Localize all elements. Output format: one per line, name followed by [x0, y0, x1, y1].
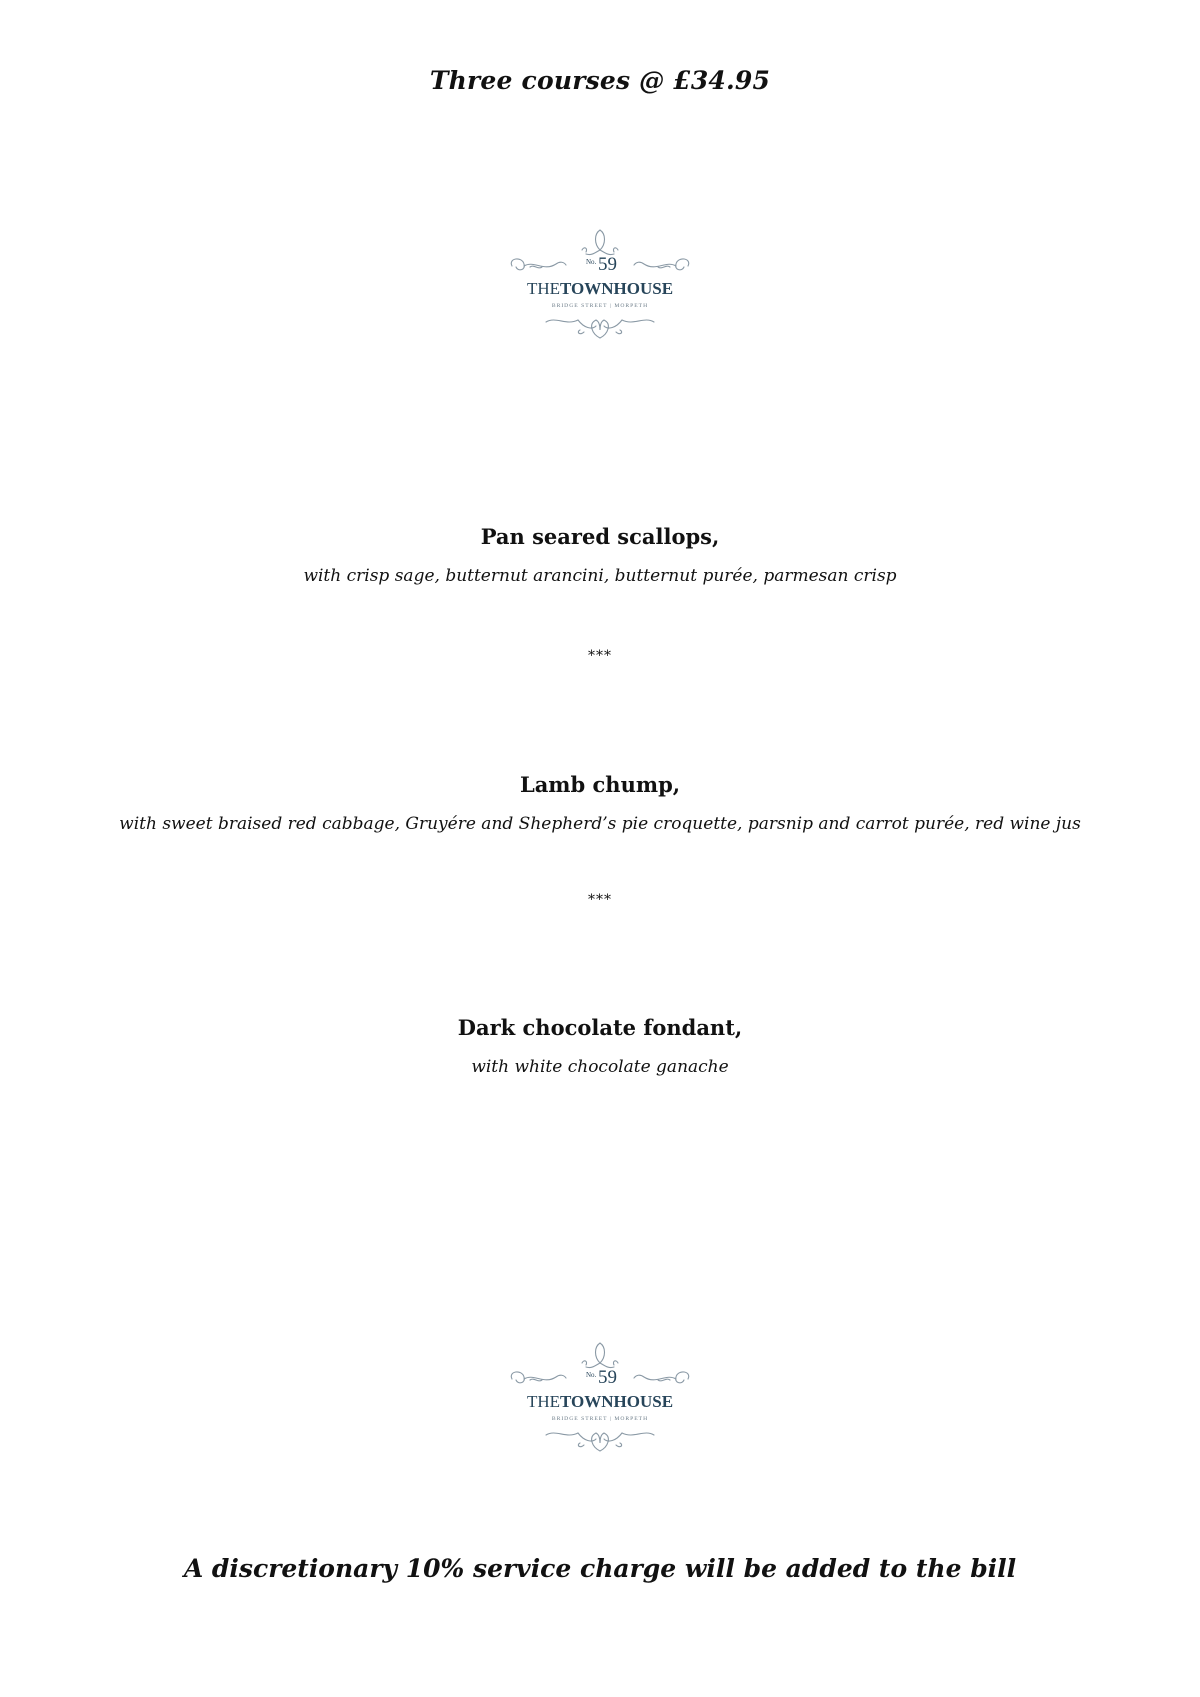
course-3-name: Dark chocolate fondant,: [457, 1015, 743, 1040]
logo-name-prefix: THE: [526, 1392, 560, 1411]
logo-number-prefix: No.: [586, 1371, 597, 1379]
logo-number: 59: [598, 254, 617, 275]
course-separator-2: ***: [588, 892, 612, 908]
townhouse-logo-bottom: [500, 1333, 700, 1473]
flourish-bottom-icon: [546, 320, 654, 338]
townhouse-logo-top: [500, 220, 700, 360]
service-charge-note: A discretionary 10% service charge will be added to the bill: [183, 1554, 1017, 1583]
course-1-description: with crisp sage, butternut arancini, butternut purée, parmesan crisp: [303, 566, 897, 586]
logo-name: [527, 1392, 673, 1411]
logo-graphic: [500, 220, 700, 360]
flourish-side-left-icon: [511, 259, 566, 270]
logo-graphic: [500, 1333, 700, 1473]
flourish-bottom-icon: [546, 1433, 654, 1451]
logo-number-prefix: No.: [586, 258, 597, 266]
course-1-name: Pan seared scallops,: [480, 524, 720, 549]
logo-number: 59: [598, 1367, 617, 1388]
course-2-description: with sweet braised red cabbage, Gruyére and Shepherd’s pie croquette, parsnip and carrot purée, red wine jus: [119, 814, 1081, 834]
flourish-side-right-icon: [634, 259, 689, 270]
logo-name-prefix: THE: [526, 279, 560, 298]
course-3-description: with white chocolate ganache: [471, 1057, 729, 1077]
flourish-side-left-icon: [511, 1372, 566, 1383]
logo-name-main: TOWNHOUSE: [559, 279, 674, 298]
logo-name-main: TOWNHOUSE: [559, 1392, 674, 1411]
course-2-name: Lamb chump,: [519, 772, 681, 797]
menu-price-headline: Three courses @ £34.95: [429, 66, 771, 95]
logo-address: BRIDGE STREET | MORPETH: [551, 1416, 649, 1422]
logo-address: BRIDGE STREET | MORPETH: [551, 303, 649, 309]
logo-name: [527, 279, 673, 298]
flourish-top-icon: [582, 1343, 618, 1368]
flourish-top-icon: [582, 230, 618, 255]
flourish-side-right-icon: [634, 1372, 689, 1383]
course-separator-1: ***: [588, 648, 612, 664]
